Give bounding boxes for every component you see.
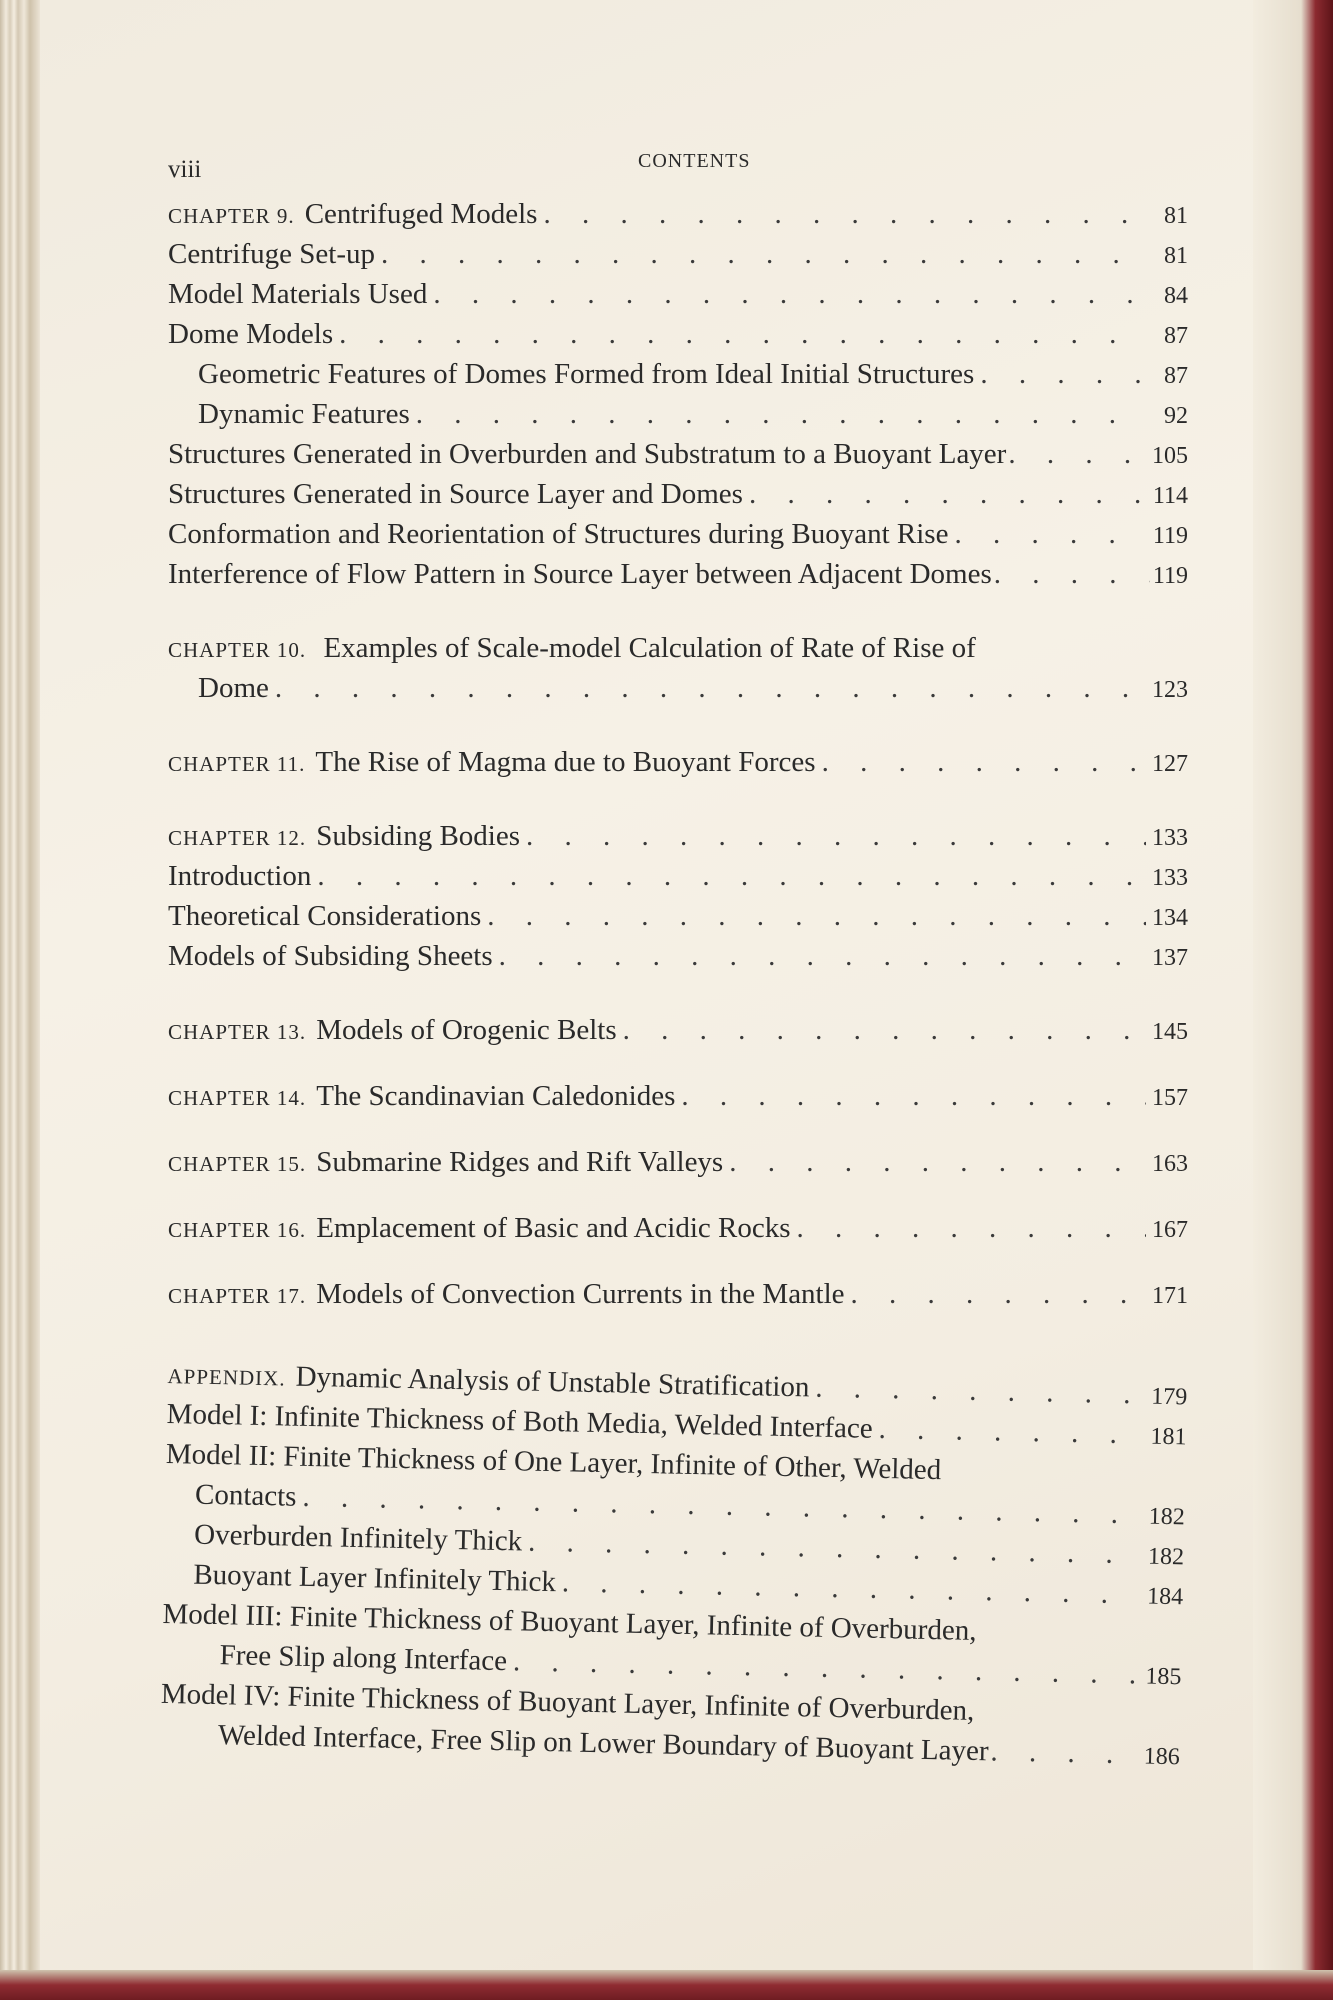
dot-leader [433,274,1146,314]
entry-title: Theoretical Considerations [168,900,482,932]
dot-leader [749,474,1146,514]
entry-page: 84 [1164,283,1188,309]
appendix-section [160,1354,1188,1775]
dot-leader [339,314,1146,354]
chapter-label: CHAPTER 14. [168,1086,307,1110]
chapter-label: CHAPTER 15. [168,1152,307,1176]
entry-title: Structures Generated in Source Layer and Domes [168,478,743,510]
entry-title: Structures Generated in Overburden and Substratum to a Buoyant Layer [168,438,1007,470]
entry-page: 134 [1152,905,1188,931]
entry-page: 179 [1151,1383,1188,1411]
toc-entry [168,274,1188,314]
entry-title: Dome Models [168,318,334,350]
page-header [168,150,1188,194]
entry-title: Examples of Scale-model Calculation of Rate of Rise of [323,632,976,664]
entry-page: 137 [1152,945,1188,971]
entry-title: Centrifuged Models [304,198,538,230]
dot-leader [317,856,1146,896]
dot-leader [416,394,1146,434]
entry-title: The Rise of Magma due to Buoyant Forces [315,746,816,778]
entry-title: Dynamic Features [198,398,410,430]
dot-leader [954,514,1146,554]
chapter-label: CHAPTER 12. [168,826,307,850]
dot-leader [822,742,1146,782]
entry-page: 114 [1152,483,1188,509]
entry-page: 182 [1147,1543,1185,1571]
entry-page: 145 [1152,1019,1188,1045]
toc-subentry [168,354,1188,394]
toc-entry [168,856,1188,896]
toc-entry [168,434,1188,474]
entry-page: 181 [1150,1423,1187,1451]
dot-leader [487,896,1146,936]
entry-title: Subsiding Bodies [316,820,521,852]
toc-subentry [168,394,1188,434]
entry-title-continuation: Dome [198,672,269,704]
toc-entry-chapter-13 [168,1010,1188,1050]
entry-title-continuation: Free Slip along Interface [219,1639,508,1678]
toc-entry-chapter-9 [168,194,1188,234]
entry-title: Emplacement of Basic and Acidic Rocks [316,1212,791,1244]
entry-title-continuation: Contacts [194,1478,297,1513]
entry-page: 119 [1152,523,1188,549]
contents-page [160,150,1188,1771]
entry-title: Models of Subsiding Sheets [168,940,493,972]
toc-entry-chapter-12 [168,816,1188,856]
entry-title: The Scandinavian Caledonides [316,1080,676,1112]
toc-entry-chapter-14 [168,1076,1188,1116]
entry-page: 171 [1152,1283,1188,1309]
running-head: CONTENTS [638,150,751,172]
entry-title: Interference of Flow Pattern in Source Layer between Adjacent Domes [168,558,992,590]
page-number: viii [168,156,202,183]
entry-page: 185 [1145,1663,1182,1691]
entry-page: 163 [1152,1151,1188,1177]
entry-page: 119 [1152,563,1188,589]
entry-title: Conformation and Reorientation of Structures during Buoyant Rise [168,518,949,550]
dot-leader [381,234,1146,274]
toc-entry [168,314,1188,354]
appendix-label: APPENDIX. [167,1363,286,1391]
toc-entry-chapter-15 [168,1142,1188,1182]
toc-entry-chapter-16 [168,1208,1188,1248]
dot-leader [851,1274,1146,1314]
entry-page: 87 [1164,323,1188,349]
entry-title-continuation: Welded Interface, Free Slip on Lower Boundary of Buoyant Layer [217,1719,989,1768]
entry-page: 127 [1152,751,1188,777]
entry-page: 133 [1152,825,1188,851]
entry-title: Submarine Ridges and Rift Valleys [316,1146,724,1178]
toc-entry [168,936,1188,976]
entry-page: 87 [1164,363,1188,389]
entry-page: 92 [1164,403,1188,429]
entry-page: 123 [1152,677,1188,703]
toc-entry [168,234,1188,274]
dot-leader [815,1368,1146,1415]
dot-leader [729,1142,1146,1182]
dot-leader [499,936,1146,976]
dot-leader [990,1731,1142,1774]
entry-title: Models of Orogenic Belts [316,1014,617,1046]
toc-entry-chapter-11 [168,742,1188,782]
chapter-label: CHAPTER 9. [168,204,295,228]
entry-page: 184 [1146,1583,1184,1611]
entry-page: 157 [1152,1085,1188,1111]
toc-entry-chapter-10 [168,628,1188,668]
entry-title: Model I: Infinite Thickness of Both Media, Welded Interface [166,1397,874,1445]
book-cover-bottom [0,1970,1333,2000]
toc-entry-continuation [168,668,1188,708]
chapter-label: CHAPTER 13. [168,1020,307,1044]
chapter-label: CHAPTER 10. [168,638,307,662]
entry-page: 81 [1164,243,1188,269]
entry-page: 133 [1152,865,1188,891]
dot-leader [623,1010,1146,1050]
toc-entry [168,474,1188,514]
entry-title: Models of Convection Currents in the Mantle [316,1278,845,1310]
dot-leader [878,1409,1145,1455]
entry-title: Model III: Finite Thickness of Buoyant Layer, Infinite of Overburden, [162,1597,977,1647]
book-cover-edge [1253,0,1333,2000]
entry-title: Model Materials Used [168,278,428,310]
dot-leader [994,554,1150,594]
entry-title: Geometric Features of Domes Formed from Ideal Initial Structures [198,358,975,390]
entry-title: Centrifuge Set-up [168,238,375,270]
entry-title: Model IV: Finite Thickness of Buoyant Layer, Infinite of Overburden, [160,1677,975,1727]
entry-page: 105 [1152,443,1188,469]
entry-title: Model II: Finite Thickness of One Layer, Infinite of Other, Welded [165,1437,942,1487]
toc-entry [168,896,1188,936]
toc-entry [168,554,1188,594]
dot-leader [797,1208,1146,1248]
entry-page: 186 [1143,1743,1181,1771]
toc-entry-chapter-17 [168,1274,1188,1314]
entry-title: Overburden Infinitely Thick [193,1518,523,1558]
entry-page: 167 [1152,1217,1188,1243]
entry-title: Introduction [168,860,312,892]
dot-leader [275,668,1146,708]
dot-leader [681,1076,1146,1116]
toc-entry [168,514,1188,554]
dot-leader [1008,434,1150,474]
dot-leader [543,194,1146,234]
dot-leader [526,816,1146,856]
chapter-label: CHAPTER 16. [168,1218,307,1242]
dot-leader [980,354,1146,394]
chapter-label: CHAPTER 17. [168,1284,307,1308]
chapter-label: CHAPTER 11. [168,752,306,776]
entry-title: Buoyant Layer Infinitely Thick [193,1558,557,1599]
entry-title: Dynamic Analysis of Unstable Stratification [295,1360,810,1404]
entry-page: 182 [1148,1503,1186,1531]
entry-page: 81 [1164,203,1188,229]
book-gutter [0,0,40,2000]
